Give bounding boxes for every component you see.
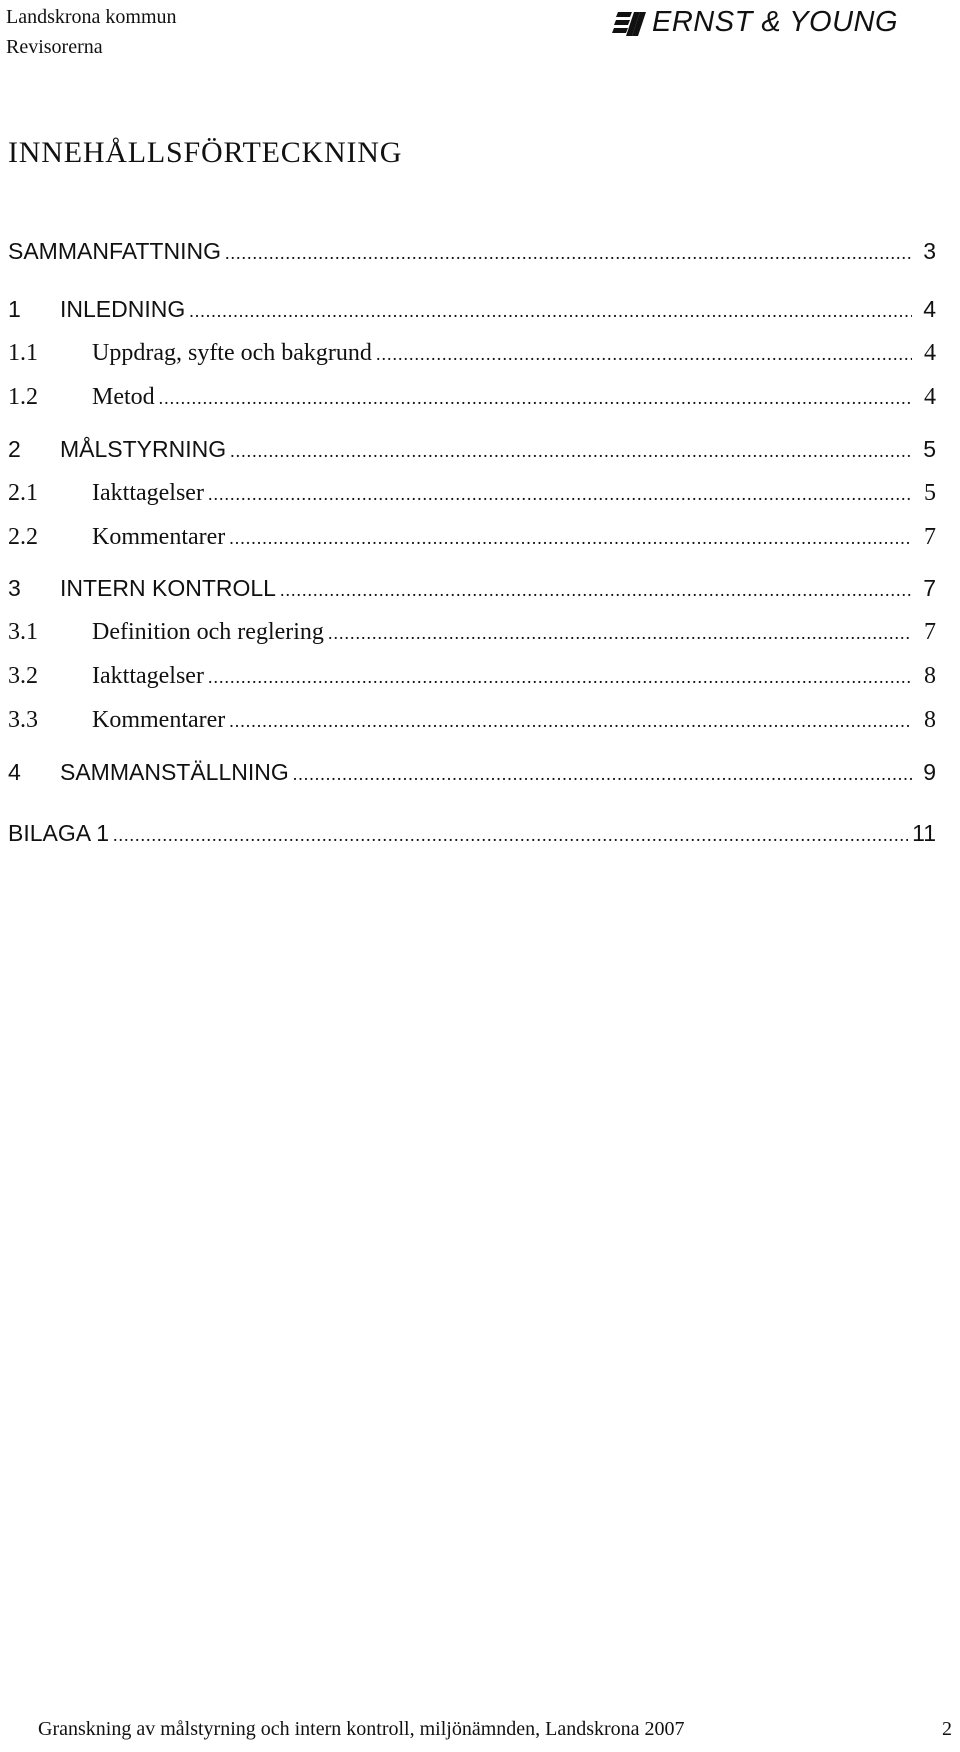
- toc-entry-number: 1.2: [8, 384, 38, 410]
- toc-entry-intern-kontroll[interactable]: [8, 575, 936, 609]
- toc-entry-label: Kommentarer: [92, 707, 226, 733]
- dot-leader: [328, 623, 912, 644]
- dot-leader: [113, 825, 908, 846]
- dot-leader: [159, 388, 912, 409]
- toc-entry-metod[interactable]: [8, 384, 936, 418]
- header-organization: [6, 2, 177, 62]
- toc-entry-kommentarer-3[interactable]: [8, 707, 936, 741]
- toc-entry-number: 2.2: [8, 524, 38, 550]
- toc-entry-kommentarer-2[interactable]: [8, 524, 936, 558]
- dot-leader: [376, 344, 912, 365]
- toc-entry-page: 7: [924, 524, 936, 550]
- toc-entry-label: INLEDNING: [60, 296, 186, 322]
- dot-leader: [208, 667, 912, 688]
- toc-entry-number: 3.3: [8, 707, 38, 733]
- dot-leader: [189, 301, 912, 322]
- toc-entry-page: 4: [923, 296, 936, 322]
- page-footer: [38, 1718, 952, 1741]
- dot-leader: [225, 243, 912, 264]
- footer-page-number: 2: [942, 1718, 952, 1740]
- dot-leader: [293, 764, 912, 785]
- toc-entry-page: 5: [923, 436, 936, 462]
- toc-entry-number: 1.1: [8, 340, 38, 366]
- toc-entry-label: SAMMANFATTNING: [8, 238, 221, 264]
- toc-entry-definition[interactable]: [8, 619, 936, 653]
- toc-entry-iakttagelser-2[interactable]: [8, 480, 936, 514]
- toc-entry-page: 8: [924, 707, 936, 733]
- toc-entry-label: INTERN KONTROLL: [60, 575, 276, 601]
- department-name: Revisorerna: [6, 36, 103, 58]
- organization-name: Landskrona kommun: [6, 6, 177, 28]
- toc-entry-page: 7: [924, 619, 936, 645]
- toc-entry-page: 5: [924, 480, 936, 506]
- toc-entry-number: 3.2: [8, 663, 38, 689]
- toc-entry-label: Iakttagelser: [92, 663, 204, 689]
- toc-entry-number: 2.1: [8, 480, 38, 506]
- toc-entry-label: BILAGA 1: [8, 820, 110, 846]
- toc-entry-page: 3: [923, 238, 936, 264]
- toc-entry-page: 7: [923, 575, 936, 601]
- dot-leader: [229, 528, 912, 549]
- toc-entry-malstyrning[interactable]: [8, 436, 936, 470]
- toc-entry-sammanstallning[interactable]: [8, 759, 936, 793]
- toc-entry-label: Metod: [92, 384, 155, 410]
- toc-entry-label: Iakttagelser: [92, 480, 204, 506]
- toc-entry-number: 3.1: [8, 619, 38, 645]
- toc-entry-page: 11: [912, 820, 936, 846]
- dot-leader: [208, 484, 912, 505]
- toc-entry-iakttagelser-3[interactable]: [8, 663, 936, 697]
- toc-entry-number: 2: [8, 436, 21, 462]
- logo-wordmark: ERNST & YOUNG: [652, 6, 899, 38]
- toc-entry-number: 3: [8, 575, 21, 601]
- toc-entry-label: MÅLSTYRNING: [60, 436, 227, 462]
- toc-entry-label: Kommentarer: [92, 524, 226, 550]
- footer-text: Granskning av målstyrning och intern kontroll, miljönämnden, Landskrona 2007: [38, 1718, 685, 1740]
- toc-entry-page: 9: [923, 759, 936, 785]
- toc-entry-label: Uppdrag, syfte och bakgrund: [92, 340, 372, 366]
- ernst-young-logo: [612, 6, 898, 39]
- dot-leader: [229, 711, 912, 732]
- toc-entry-page: 4: [924, 340, 936, 366]
- toc-entry-label: Definition och reglering: [92, 619, 324, 645]
- dot-leader: [280, 580, 912, 601]
- toc-entry-number: 4: [8, 759, 21, 785]
- toc-entry-uppdrag[interactable]: [8, 340, 936, 374]
- toc-entry-page: 4: [924, 384, 936, 410]
- toc-title: INNEHÅLLSFÖRTECKNING: [8, 136, 403, 169]
- ey-logo-mark-icon: [612, 8, 646, 38]
- toc-entry-number: 1: [8, 296, 21, 322]
- toc-entry-sammanfattning[interactable]: [8, 238, 936, 272]
- toc-entry-bilaga-1[interactable]: [8, 820, 936, 854]
- toc-entry-inledning[interactable]: [8, 296, 936, 330]
- toc-entry-label: SAMMANSTÄLLNING: [60, 759, 289, 785]
- toc-entry-page: 8: [924, 663, 936, 689]
- dot-leader: [230, 441, 912, 462]
